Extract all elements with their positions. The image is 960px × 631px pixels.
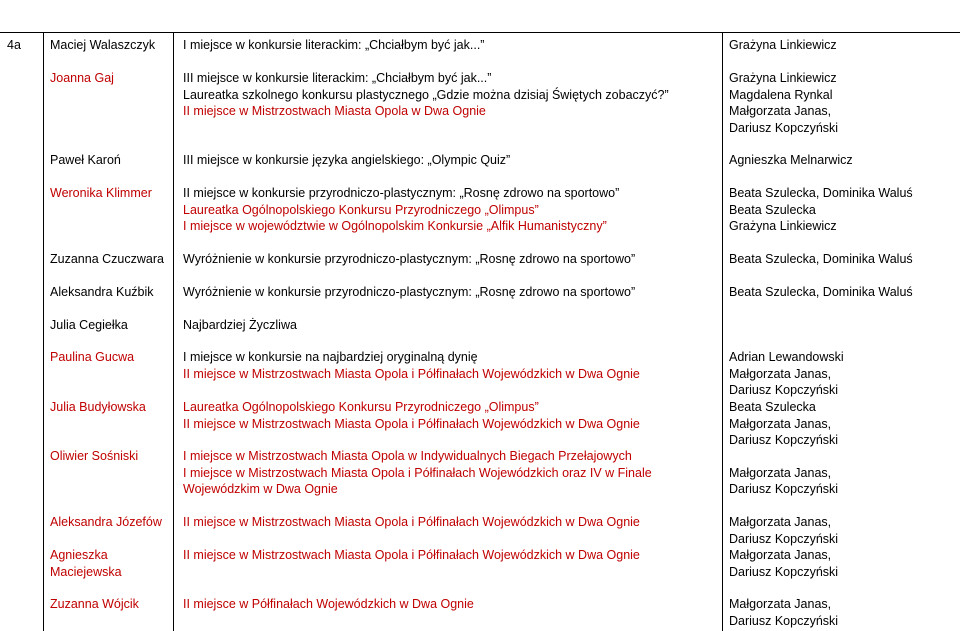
teacher-list bbox=[729, 514, 838, 547]
achievement-text: Wyróżnienie w konkursie przyrodniczo-plastycznym: „Rosnę zdrowo na sportowo” bbox=[183, 252, 636, 266]
teacher-name: Grażyna Linkiewicz bbox=[729, 219, 837, 233]
achievement-list bbox=[183, 596, 474, 613]
teacher-name: Grażyna Linkiewicz bbox=[729, 38, 837, 52]
column-divider bbox=[43, 32, 44, 631]
teacher-name: Dariusz Kopczyński bbox=[729, 482, 839, 496]
student-name: Oliwier Sośniski bbox=[50, 449, 139, 463]
achievement-text: Laureatka Ogólnopolskiego Konkursu Przyrodniczego „Olimpus” bbox=[183, 400, 539, 414]
achievement-text: II miejsce w Mistrzostwach Miasta Opola w Dwa Ognie bbox=[183, 104, 486, 118]
achievement-list bbox=[183, 547, 640, 564]
achievement-text: Laureatka szkolnego konkursu plastycznego „Gdzie można dzisiaj Świętych zobaczyć?” bbox=[183, 87, 669, 102]
achievement-list bbox=[183, 514, 640, 531]
student-name: Paweł Karoń bbox=[50, 153, 121, 167]
teacher-name: Agnieszka Melnarwicz bbox=[729, 153, 853, 167]
teacher-list bbox=[729, 349, 844, 399]
achievement-list bbox=[183, 251, 635, 268]
achievement-text: II miejsce w Mistrzostwach Miasta Opola i Półfinałach Wojewódzkich w Dwa Ognie bbox=[183, 366, 640, 381]
teacher-name: Małgorzata Janas, bbox=[729, 366, 832, 381]
teacher-list bbox=[729, 251, 913, 268]
achievement-text: I miejsce w konkursie na najbardziej oryginalną dynię bbox=[183, 350, 478, 364]
achievement-list bbox=[183, 70, 669, 120]
teacher-list bbox=[729, 284, 913, 301]
achievement-text: III miejsce w konkursie literackim: „Chciałbym być jak...” bbox=[183, 71, 492, 85]
teacher-name: Beata Szulecka bbox=[729, 400, 816, 414]
teacher-name: Magdalena Rynkal bbox=[729, 87, 833, 102]
student-name: Julia Budyłowska bbox=[50, 400, 146, 414]
achievement-text: I miejsce w konkursie literackim: „Chciałbym być jak...” bbox=[183, 38, 485, 52]
achievement-text: I miejsce w Mistrzostwach Miasta Opola w Indywidualnych Biegach Przełajowych bbox=[183, 449, 632, 463]
teacher-name: Beata Szulecka, Dominika Waluś bbox=[729, 285, 913, 299]
achievement-text: II miejsce w Mistrzostwach Miasta Opola i Półfinałach Wojewódzkich w Dwa Ognie bbox=[183, 515, 640, 529]
student-name: Weronika Klimmer bbox=[50, 186, 152, 200]
column-divider bbox=[722, 32, 723, 631]
achievement-text: II miejsce w Mistrzostwach Miasta Opola i Półfinałach Wojewódzkich w Dwa Ognie bbox=[183, 548, 640, 562]
teacher-name bbox=[729, 448, 838, 465]
teacher-list bbox=[729, 70, 838, 136]
teacher-name: Dariusz Kopczyński bbox=[729, 433, 839, 447]
achievement-list bbox=[183, 448, 652, 498]
teacher-name: Dariusz Kopczyński bbox=[729, 120, 839, 135]
teacher-list bbox=[729, 596, 838, 629]
teacher-name: Beata Szulecka, Dominika Waluś bbox=[729, 186, 913, 200]
achievement-list bbox=[183, 349, 640, 382]
teacher-name: Małgorzata Janas, bbox=[729, 597, 832, 611]
student-name: Aleksandra Józefów bbox=[50, 515, 162, 529]
achievement-text: II miejsce w Mistrzostwach Miasta Opola i Półfinałach Wojewódzkich w Dwa Ognie bbox=[183, 416, 640, 431]
teacher-name: Beata Szulecka bbox=[729, 202, 816, 217]
achievement-text: Wojewódzkim w Dwa Ognie bbox=[183, 482, 338, 496]
teacher-name: Dariusz Kopczyński bbox=[729, 383, 839, 397]
teacher-list bbox=[729, 399, 838, 449]
achievement-text: Wyróżnienie w konkursie przyrodniczo-plastycznym: „Rosnę zdrowo na sportowo” bbox=[183, 285, 636, 299]
student-name: Joanna Gaj bbox=[50, 71, 114, 85]
achievement-list bbox=[183, 284, 635, 301]
teacher-name: Dariusz Kopczyński bbox=[729, 531, 839, 546]
student-name: Maciej Walaszczyk bbox=[50, 38, 156, 52]
student-name: Paulina Gucwa bbox=[50, 350, 135, 364]
column-divider bbox=[173, 32, 174, 631]
achievement-text: II miejsce w konkursie przyrodniczo-plastycznym: „Rosnę zdrowo na sportowo” bbox=[183, 186, 620, 200]
achievement-list bbox=[183, 37, 484, 54]
teacher-name: Małgorzata Janas, bbox=[729, 548, 832, 562]
teacher-name: Adrian Lewandowski bbox=[729, 350, 844, 364]
teacher-name: Beata Szulecka, Dominika Waluś bbox=[729, 252, 913, 266]
student-name: Zuzanna Czuczwara bbox=[50, 252, 164, 266]
teacher-name: Dariusz Kopczyński bbox=[729, 613, 839, 628]
teacher-list bbox=[729, 152, 853, 169]
achievement-text: III miejsce w konkursie języka angielskiego: „Olympic Quiz” bbox=[183, 153, 511, 167]
teacher-list bbox=[729, 448, 838, 498]
teacher-list bbox=[729, 185, 913, 235]
student-name: Aleksandra Kuźbik bbox=[50, 285, 154, 299]
teacher-name: Małgorzata Janas, bbox=[729, 104, 832, 118]
teacher-list bbox=[729, 547, 838, 580]
achievement-text: I miejsce w Mistrzostwach Miasta Opola i Półfinałach Wojewódzkich oraz IV w Finale bbox=[183, 465, 652, 480]
teacher-name: Małgorzata Janas, bbox=[729, 416, 832, 431]
achievement-list bbox=[183, 317, 297, 334]
teacher-name: Małgorzata Janas, bbox=[729, 465, 832, 480]
achievement-text: Laureatka Ogólnopolskiego Konkursu Przyrodniczego „Olimpus” bbox=[183, 202, 539, 217]
achievement-text: Najbardziej Życzliwa bbox=[183, 318, 297, 332]
achievement-list bbox=[183, 152, 510, 169]
teacher-name: Grażyna Linkiewicz bbox=[729, 71, 837, 85]
table-top-border bbox=[0, 32, 960, 33]
achievement-text: II miejsce w Półfinałach Wojewódzkich w Dwa Ognie bbox=[183, 597, 474, 611]
student-name: Agnieszka Maciejewska bbox=[50, 548, 122, 579]
teacher-list bbox=[729, 37, 837, 54]
teacher-name: Dariusz Kopczyński bbox=[729, 564, 839, 579]
achievement-list bbox=[183, 399, 640, 432]
class-label: 4a bbox=[7, 38, 21, 52]
student-name: Julia Cegiełka bbox=[50, 318, 128, 332]
achievement-list bbox=[183, 185, 619, 235]
teacher-name: Małgorzata Janas, bbox=[729, 515, 832, 529]
achievement-text: I miejsce w województwie w Ogólnopolskim Konkursie „Alfik Humanistyczny” bbox=[183, 219, 607, 233]
student-name: Zuzanna Wójcik bbox=[50, 597, 139, 611]
